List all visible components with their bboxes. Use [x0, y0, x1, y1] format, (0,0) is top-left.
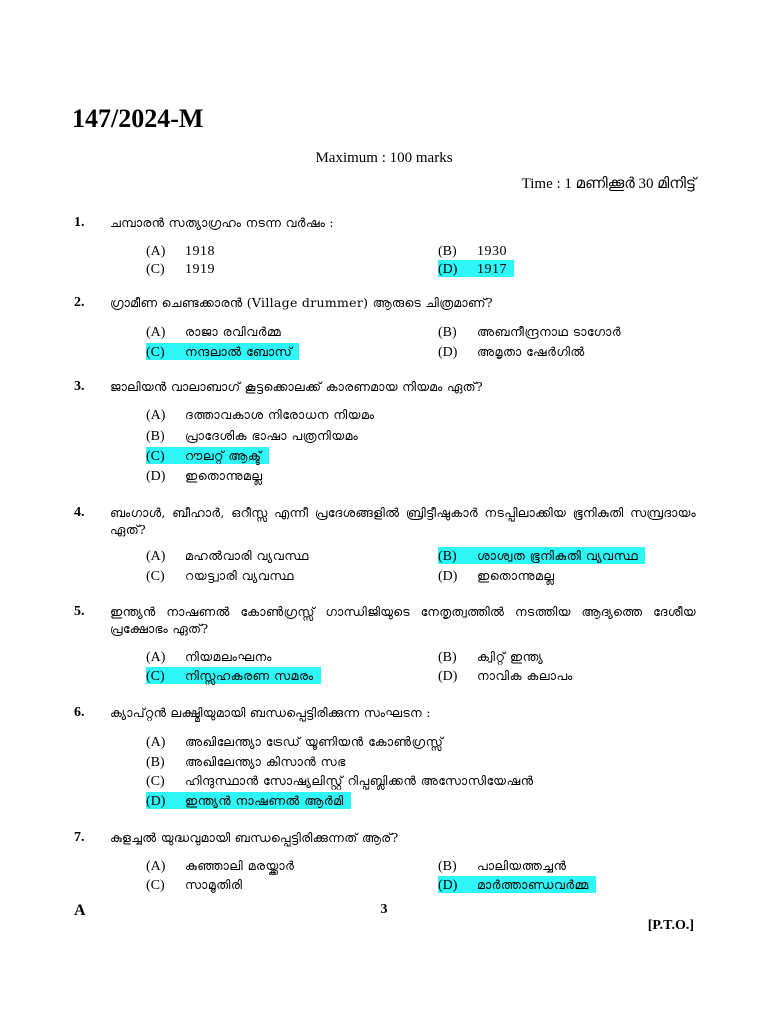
option-text: അഖിലേന്ത്യാ കിസാൻ സഭ [185, 754, 346, 769]
q7-option-a [146, 857, 297, 875]
question-number: 3. [74, 379, 85, 394]
option-label: (D) [438, 669, 458, 684]
maximum-marks: Maximum : 100 marks [315, 150, 453, 166]
q4-option-c [146, 567, 297, 585]
option-label: (D) [146, 469, 166, 484]
option-label: (B) [438, 244, 457, 259]
option-label: (B) [146, 755, 165, 770]
option-label: (C) [146, 878, 165, 893]
option-label: (C) [146, 774, 165, 789]
option-label: (D) [438, 569, 458, 584]
q5-option-a [146, 648, 275, 666]
option-label: (A) [146, 244, 166, 259]
paper-code: 147/2024-M [72, 104, 204, 133]
option-label: (D) [438, 878, 458, 893]
option-text: ശാശ്വത ഭൂനികുതി വ്യവസ്ഥ [477, 548, 639, 563]
answer-highlight [438, 260, 514, 277]
question-5 [74, 603, 696, 637]
q2-option-d [438, 343, 588, 361]
q1-option-a [146, 242, 218, 260]
option-text: അഖിലേന്ത്യാ ട്രേഡ് യൂണിയൻ കോൺഗ്രസ്സ് [185, 734, 444, 749]
option-text: 1918 [185, 244, 215, 259]
option-text: രാജാ രവിവർമ്മ [185, 324, 282, 339]
option-text: നിസ്സഹകരണ സമരം [185, 668, 314, 683]
q6-option-a [146, 733, 446, 751]
q4-option-b-correct [438, 547, 645, 565]
page-number: 3 [380, 902, 388, 917]
q7-option-d-correct [438, 876, 596, 894]
question-4 [74, 504, 696, 538]
question-text: കുളച്ചൽ യുദ്ധവുമായി ബന്ധപ്പെട്ടിരിക്കുന്നത് ആര്? [110, 830, 399, 845]
option-text: മാർത്താണ്ഡവർമ്മ [477, 877, 589, 892]
question-7 [74, 829, 696, 846]
option-text: ഹിന്ദുസ്ഥാൻ സോഷ്യലിസ്റ്റ് റിപ്പബ്ലിക്കൻ അസോസിയേഷൻ [185, 773, 534, 788]
q1-option-d-correct [438, 260, 514, 278]
option-text: പ്രാദേശിക ഭാഷാ പത്രനിയമം [185, 428, 359, 443]
q3-option-c-correct [146, 447, 269, 465]
option-text: പാലിയത്തച്ചൻ [477, 858, 567, 873]
option-label: (B) [146, 429, 165, 444]
q7-option-c [146, 876, 246, 894]
option-text: അബനീന്ദ്രനാഥ ടാഗോർ [477, 324, 622, 339]
option-label: (D) [146, 794, 166, 809]
q2-option-b [438, 323, 624, 341]
option-text: സാമൂതിരി [185, 877, 243, 892]
question-text: ഗ്രാമീണ ചെണ്ടക്കാരൻ (Village drummer) ആരുടെ ചിത്രമാണ്? [110, 295, 493, 310]
q3-option-b [146, 427, 361, 445]
q2-option-c-correct [146, 343, 299, 361]
option-text: അമൃതാ ഷേർഗിൽ [477, 344, 585, 359]
option-label: (A) [146, 650, 166, 665]
q6-option-c [146, 772, 537, 790]
q4-option-d [438, 567, 558, 585]
q4-option-a [146, 547, 312, 565]
option-text: 1917 [477, 262, 507, 277]
option-label: (D) [438, 345, 458, 360]
q6-option-b [146, 753, 349, 771]
option-label: (B) [438, 859, 457, 874]
question-text: ജാലിയൻ വാലാബാഗ് കൂട്ടക്കൊലക്ക് കാരണമായ നിയമം ഏത്? [110, 379, 484, 394]
option-label: (D) [438, 262, 458, 277]
option-text: ഇതൊന്നുമല്ല [477, 568, 555, 583]
question-number: 2. [74, 295, 85, 310]
option-label: (A) [146, 859, 166, 874]
question-text: ക്യാപ്റ്റൻ ലക്ഷ്മിയുമായി ബന്ധപ്പെട്ടിരിക്കുന്ന സംഘടന : [110, 705, 431, 720]
option-text: നാവിക കലാപം [477, 668, 573, 683]
answer-highlight [438, 547, 645, 564]
answer-highlight [146, 343, 299, 360]
answer-highlight [438, 876, 596, 893]
option-text: 1930 [477, 244, 507, 259]
option-text: ക്വിറ്റ് ഇന്ത്യ [477, 649, 544, 664]
question-number: 4. [74, 505, 85, 520]
option-text: 1919 [185, 262, 215, 277]
q3-option-a [146, 406, 378, 424]
option-label: (C) [146, 449, 165, 464]
option-text: മഹൽവാരി വ്യവസ്ഥ [185, 548, 309, 563]
question-number: 1. [74, 215, 85, 230]
option-label: (B) [438, 650, 457, 665]
time-allowed: Time : 1 മണിക്കൂർ 30 മിനിട്ട് [521, 176, 696, 192]
question-number: 7. [74, 830, 85, 845]
option-text: ഇന്ത്യൻ നാഷണൽ ആർമി [185, 793, 344, 808]
option-label: (A) [146, 549, 166, 564]
option-label: (C) [146, 262, 165, 277]
option-label: (C) [146, 669, 165, 684]
answer-highlight [146, 792, 351, 809]
q3-option-d [146, 467, 266, 485]
option-text: നിയമലംഘനം [185, 649, 272, 664]
q5-option-b [438, 648, 546, 666]
question-number: 5. [74, 604, 85, 619]
question-text: ചമ്പാരൻ സത്യാഗ്രഹം നടന്ന വർഷം : [110, 215, 334, 230]
option-text: ദത്താവകാശ നിരോധന നിയമം [185, 407, 375, 422]
q5-option-d [438, 667, 576, 685]
option-text: ഇതൊന്നുമല്ല [185, 468, 263, 483]
option-label: (A) [146, 735, 166, 750]
option-label: (B) [438, 549, 457, 564]
option-text: റൗലറ്റ് ആക്ട് [185, 448, 262, 463]
question-booklet-series: A [74, 902, 86, 919]
answer-highlight [146, 447, 269, 464]
question-1 [74, 214, 696, 231]
option-label: (A) [146, 408, 166, 423]
please-turn-over: [P.T.O.] [647, 918, 694, 933]
option-label: (B) [438, 325, 457, 340]
question-text: ബംഗാൾ, ബീഹാർ, ഒറീസ്സ എന്നീ പ്രദേശങ്ങളിൽ ബ്രിട്ടീഷുകാർ നടപ്പിലാക്കിയ ഭൂനികുതി സമ്പ്രദായം ഏത്? [110, 505, 696, 537]
q2-option-a [146, 323, 284, 341]
option-text: കുഞ്ഞാലി മരയ്ക്കാർ [185, 858, 295, 873]
q6-option-d-correct [146, 792, 351, 810]
question-text: ഇന്ത്യൻ നാഷണൽ കോൺഗ്രസ്സ് ഗാന്ധിജിയുടെ നേതൃത്വത്തിൽ നടത്തിയ ആദ്യത്തെ ദേശീയ പ്രക്ഷോഭം ഏത്? [110, 604, 696, 636]
q1-option-b [438, 242, 510, 260]
q7-option-b [438, 857, 569, 875]
option-text: നന്ദലാൽ ബോസ് [185, 344, 293, 359]
question-6 [74, 704, 696, 721]
q5-option-c-correct [146, 667, 321, 685]
answer-highlight [146, 667, 321, 684]
option-text: റയട്ട്വാരി വ്യവസ്ഥ [185, 568, 294, 583]
question-number: 6. [74, 705, 85, 720]
option-label: (C) [146, 345, 165, 360]
option-label: (C) [146, 569, 165, 584]
q1-option-c [146, 260, 218, 278]
question-3 [74, 378, 696, 395]
option-label: (A) [146, 325, 166, 340]
question-2 [74, 294, 696, 311]
